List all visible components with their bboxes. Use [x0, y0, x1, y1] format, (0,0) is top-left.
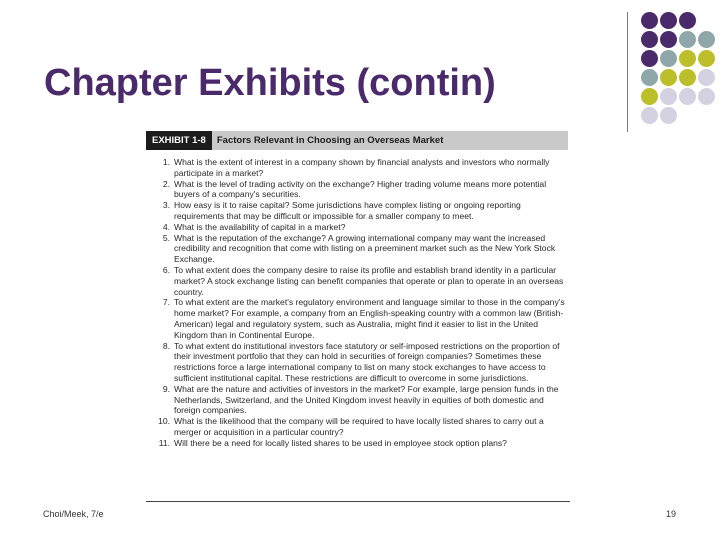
exhibit-bottom-rule — [146, 501, 570, 502]
item-number: 7. — [162, 297, 170, 308]
exhibit-factor-list — [146, 157, 568, 449]
item-number: 11. — [158, 437, 170, 448]
decorative-dot — [660, 69, 677, 86]
list-item — [146, 179, 568, 201]
list-item — [146, 297, 568, 340]
item-number: 2. — [162, 178, 170, 189]
decorative-dot — [641, 107, 658, 124]
item-number: 9. — [162, 383, 170, 394]
decorative-dot — [698, 69, 715, 86]
footer-source: Choi/Meek, 7/e — [43, 509, 104, 519]
decorative-dot — [641, 69, 658, 86]
item-number: 4. — [162, 221, 170, 232]
decorative-dot-grid — [641, 12, 716, 125]
decorative-dot — [660, 12, 677, 29]
item-text: What are the nature and activities of investors in the market? For example, large pension funds in the Netherlands, Switzerland, and the United Kingdom invest heavily in equities of both domestic and foreign companies. — [174, 383, 559, 416]
item-number: 3. — [162, 200, 170, 211]
decorative-dot — [698, 12, 715, 29]
exhibit-title: Factors Relevant in Choosing an Overseas Market — [216, 135, 444, 146]
page-number: 19 — [666, 509, 677, 519]
decorative-dot — [641, 12, 658, 29]
vertical-divider — [627, 12, 628, 132]
item-number: 5. — [162, 232, 170, 243]
item-text: What is the extent of interest in a company shown by financial analysts and investors who normally participate in a market? — [174, 157, 550, 178]
item-text: To what extent are the market's regulatory environment and language similar to those in the company's home market? For example, a company from an English-speaking country with a common law (British-American) legal and regulatory system, such as Australia, might find it easier to list in the United Kingdom than in Continental Europe. — [174, 297, 565, 340]
list-item — [146, 200, 568, 222]
exhibit-header — [146, 131, 568, 150]
list-item — [146, 157, 568, 179]
decorative-dot — [641, 88, 658, 105]
item-text: What is the availability of capital in a market? — [174, 221, 346, 232]
decorative-dot — [679, 50, 696, 67]
item-number: 6. — [162, 264, 170, 275]
decorative-dot — [698, 31, 715, 48]
decorative-dot — [641, 50, 658, 67]
item-number: 1. — [162, 157, 170, 167]
decorative-dot — [679, 12, 696, 29]
list-item — [146, 438, 568, 449]
decorative-dot — [698, 107, 715, 124]
item-text: How easy is it to raise capital? Some jurisdictions have complex listing or ongoing reporting requirements that may be difficult or impossible for a smaller company to meet. — [174, 200, 521, 221]
item-text: What is the reputation of the exchange? A growing international company may want the increased credibility and recognition that come with listing on a preeminent market such as the New York Stock Exchange. — [174, 232, 556, 265]
exhibit-image — [146, 131, 568, 500]
item-text: What is the level of trading activity on the exchange? Higher trading volume means more potential buyers of a company's securities. — [174, 178, 547, 200]
slide-title: Chapter Exhibits (contin) — [44, 62, 496, 104]
decorative-dot — [679, 88, 696, 105]
item-number: 8. — [162, 340, 170, 351]
list-item — [146, 265, 568, 297]
list-item — [146, 341, 568, 384]
list-item — [146, 222, 568, 233]
list-item — [146, 384, 568, 416]
decorative-dot — [641, 31, 658, 48]
item-number: 10. — [158, 416, 170, 427]
decorative-dot — [660, 88, 677, 105]
item-text: Will there be a need for locally listed shares to be used in employee stock option plans? — [174, 437, 507, 448]
decorative-dot — [660, 107, 677, 124]
decorative-dot — [679, 107, 696, 124]
decorative-dot — [679, 31, 696, 48]
decorative-dot — [698, 88, 715, 105]
list-item — [146, 233, 568, 265]
decorative-dot — [698, 50, 715, 67]
list-item — [146, 416, 568, 438]
item-text: To what extent does the company desire to raise its profile and establish brand identity in a particular market? A stock exchange listing can benefit companies that operate or plan to operate in an overseas country. — [174, 264, 564, 297]
item-text: To what extent do institutional investors face statutory or self-imposed restrictions on the proportion of their investment portfolio that they can hold in securities of foreign companies? Sometimes these restrictions force a large international company to list on many stock exchanges to have access to sufficient institutional capital. These restrictions are difficult to overcome in some jurisdictions. — [174, 340, 560, 383]
exhibit-label: EXHIBIT 1-8 — [146, 131, 212, 150]
decorative-dot — [660, 31, 677, 48]
decorative-dot — [660, 50, 677, 67]
decorative-dot — [679, 69, 696, 86]
item-text: What is the likelihood that the company will be required to have locally listed shares to carry out a merger or acquisition in a particular country? — [174, 416, 544, 437]
